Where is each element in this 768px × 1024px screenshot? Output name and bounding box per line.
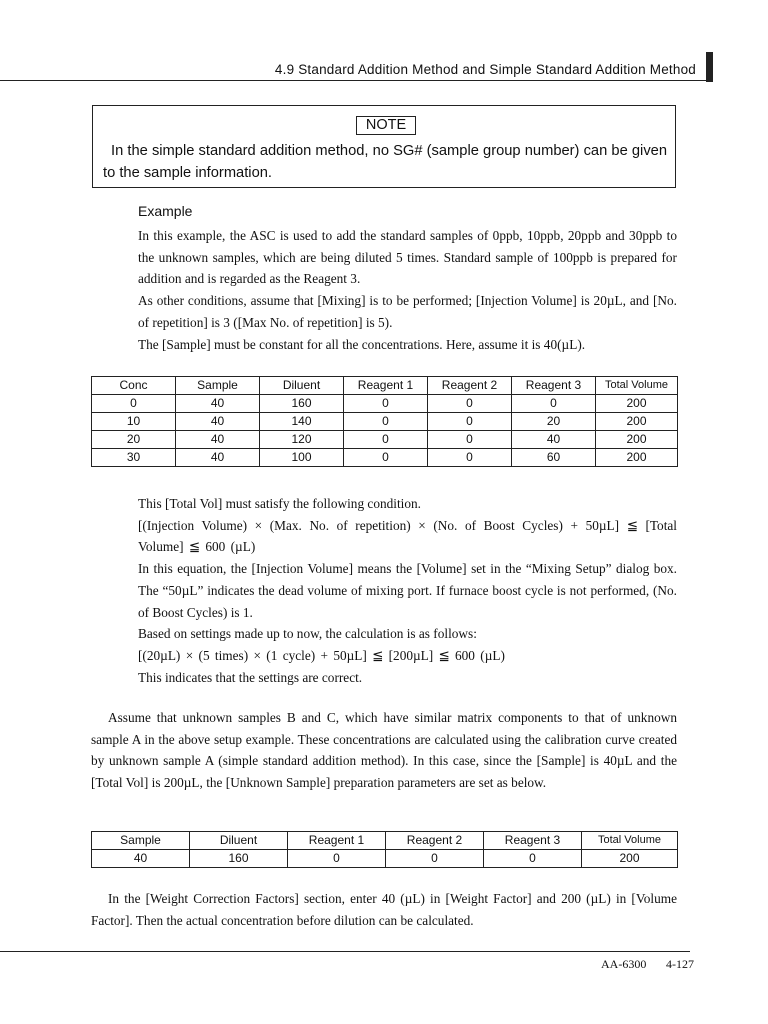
concentration-table [91,376,678,467]
table-cell: 40 [176,395,260,413]
example-paragraph: As other conditions, assume that [Mixing] is to be performed; [Injection Volume] is 20µL, and [No. of repetition] is 3 ([Max No. of repetition] is 5). [138,293,677,330]
weight-factor-paragraph: In the [Weight Correction Factors] section, enter 40 (µL) in [Weight Factor] and 200 (µL) in [Volume Factor]. Then the actual concentration before dilution can be calculated. [91,891,677,928]
footer-rule [0,951,690,952]
table-cell: 200 [582,850,678,868]
table-header-cell: Sample [92,832,190,850]
table-header-cell: Total Volume [596,377,678,395]
table-cell: 0 [512,395,596,413]
table-header-cell: Total Volume [582,832,678,850]
table-cell: 60 [512,449,596,467]
page-header-title: 4.9 Standard Addition Method and Simple Standard Addition Method [274,62,696,77]
condition-text [138,493,677,688]
table-cell: 200 [596,449,678,467]
table-cell: 140 [260,413,344,431]
table-cell: 0 [386,850,484,868]
table-cell: 30 [92,449,176,467]
table-row [92,449,678,467]
table-header-cell: Sample [176,377,260,395]
table-header-row [92,377,678,395]
condition-line: Based on settings made up to now, the calculation is as follows: [138,626,477,642]
table-cell: 0 [484,850,582,868]
table-cell: 0 [428,413,512,431]
table-header-cell: Reagent 2 [386,832,484,850]
table-cell: 0 [92,395,176,413]
table-cell: 40 [512,431,596,449]
unknown-sample-table [91,831,678,868]
note-box [92,105,676,188]
table-cell: 20 [92,431,176,449]
header-bar [706,52,713,82]
condition-formula: [(Injection Volume) × (Max. No. of repetition) × (No. of Boost Cycles) + 50µL] ≦ [Total Volume] ≦ 600 (µL) [138,517,677,555]
table-header-cell: Reagent 3 [512,377,596,395]
table-cell: 0 [344,413,428,431]
table-row [92,413,678,431]
table-cell: 20 [512,413,596,431]
table-row [92,395,678,413]
note-label: NOTE [356,116,416,135]
example-paragraph: The [Sample] must be constant for all the concentrations. Here, assume it is 40(µL). [138,336,586,352]
footer-model: AA-6300 [601,957,647,971]
body-paragraph: Assume that unknown samples B and C, which have similar matrix components to that of unknown sample A in the above setup example. These concentrations are calculated using the calibration curve created by unknown sample A (simple standard addition method). In this case, since the [Sample] is 40µL and the [Total Vol] is 200µL, the [Unknown Sample] preparation parameters are set as below. [91,710,677,791]
table-cell: 160 [260,395,344,413]
table-header-cell: Conc [92,377,176,395]
table-cell: 0 [344,431,428,449]
table-header-cell: Diluent [260,377,344,395]
page-number: 4-127 [666,957,694,971]
table-header-cell: Reagent 2 [428,377,512,395]
table-cell: 200 [596,431,678,449]
table-cell: 40 [176,431,260,449]
example-paragraph: In this example, the ASC is used to add the standard samples of 0ppb, 10ppb, 20ppb and 30ppb to the unknown samples, which are being diluted 5 times. Standard sample of 100ppb is prepared for addition and is regarded as the Reagent 3. [138,228,677,287]
table-cell: 0 [288,850,386,868]
note-text: In the simple standard addition method, no SG# (sample group number) can be given to the sample information. [103,143,667,181]
condition-line: This indicates that the settings are correct. [138,669,363,685]
table-cell: 40 [176,413,260,431]
table-header-cell: Reagent 1 [288,832,386,850]
table-header-cell: Reagent 3 [484,832,582,850]
table-cell: 40 [176,449,260,467]
table-row [92,850,678,868]
table-header-row [92,832,678,850]
condition-line: This [Total Vol] must satisfy the following condition. [138,496,421,511]
table-cell: 200 [596,413,678,431]
table-cell: 120 [260,431,344,449]
example-heading: Example [138,203,193,219]
table-cell: 40 [92,850,190,868]
table-header-cell: Diluent [190,832,288,850]
table-cell: 0 [428,449,512,467]
table-cell: 0 [344,395,428,413]
example-text [138,225,677,355]
table-cell: 100 [260,449,344,467]
table-cell: 0 [428,395,512,413]
calculation-formula: [(20µL) × (5 times) × (1 cycle) + 50µL] ≦ [200µL] ≦ 600 (µL) [138,647,505,663]
table-cell: 160 [190,850,288,868]
table-cell: 0 [428,431,512,449]
table-header-cell: Reagent 1 [344,377,428,395]
table-cell: 10 [92,413,176,431]
table-row [92,431,678,449]
table-cell: 0 [344,449,428,467]
table-cell: 200 [596,395,678,413]
condition-line: In this equation, the [Injection Volume] means the [Volume] set in the “Mixing Setup” dialog box. The “50µL” indicates the dead volume of mixing port. If furnace boost cycle is not performed, (No. of Boost Cycles) is 1. [138,561,677,620]
header-rule [0,80,706,81]
